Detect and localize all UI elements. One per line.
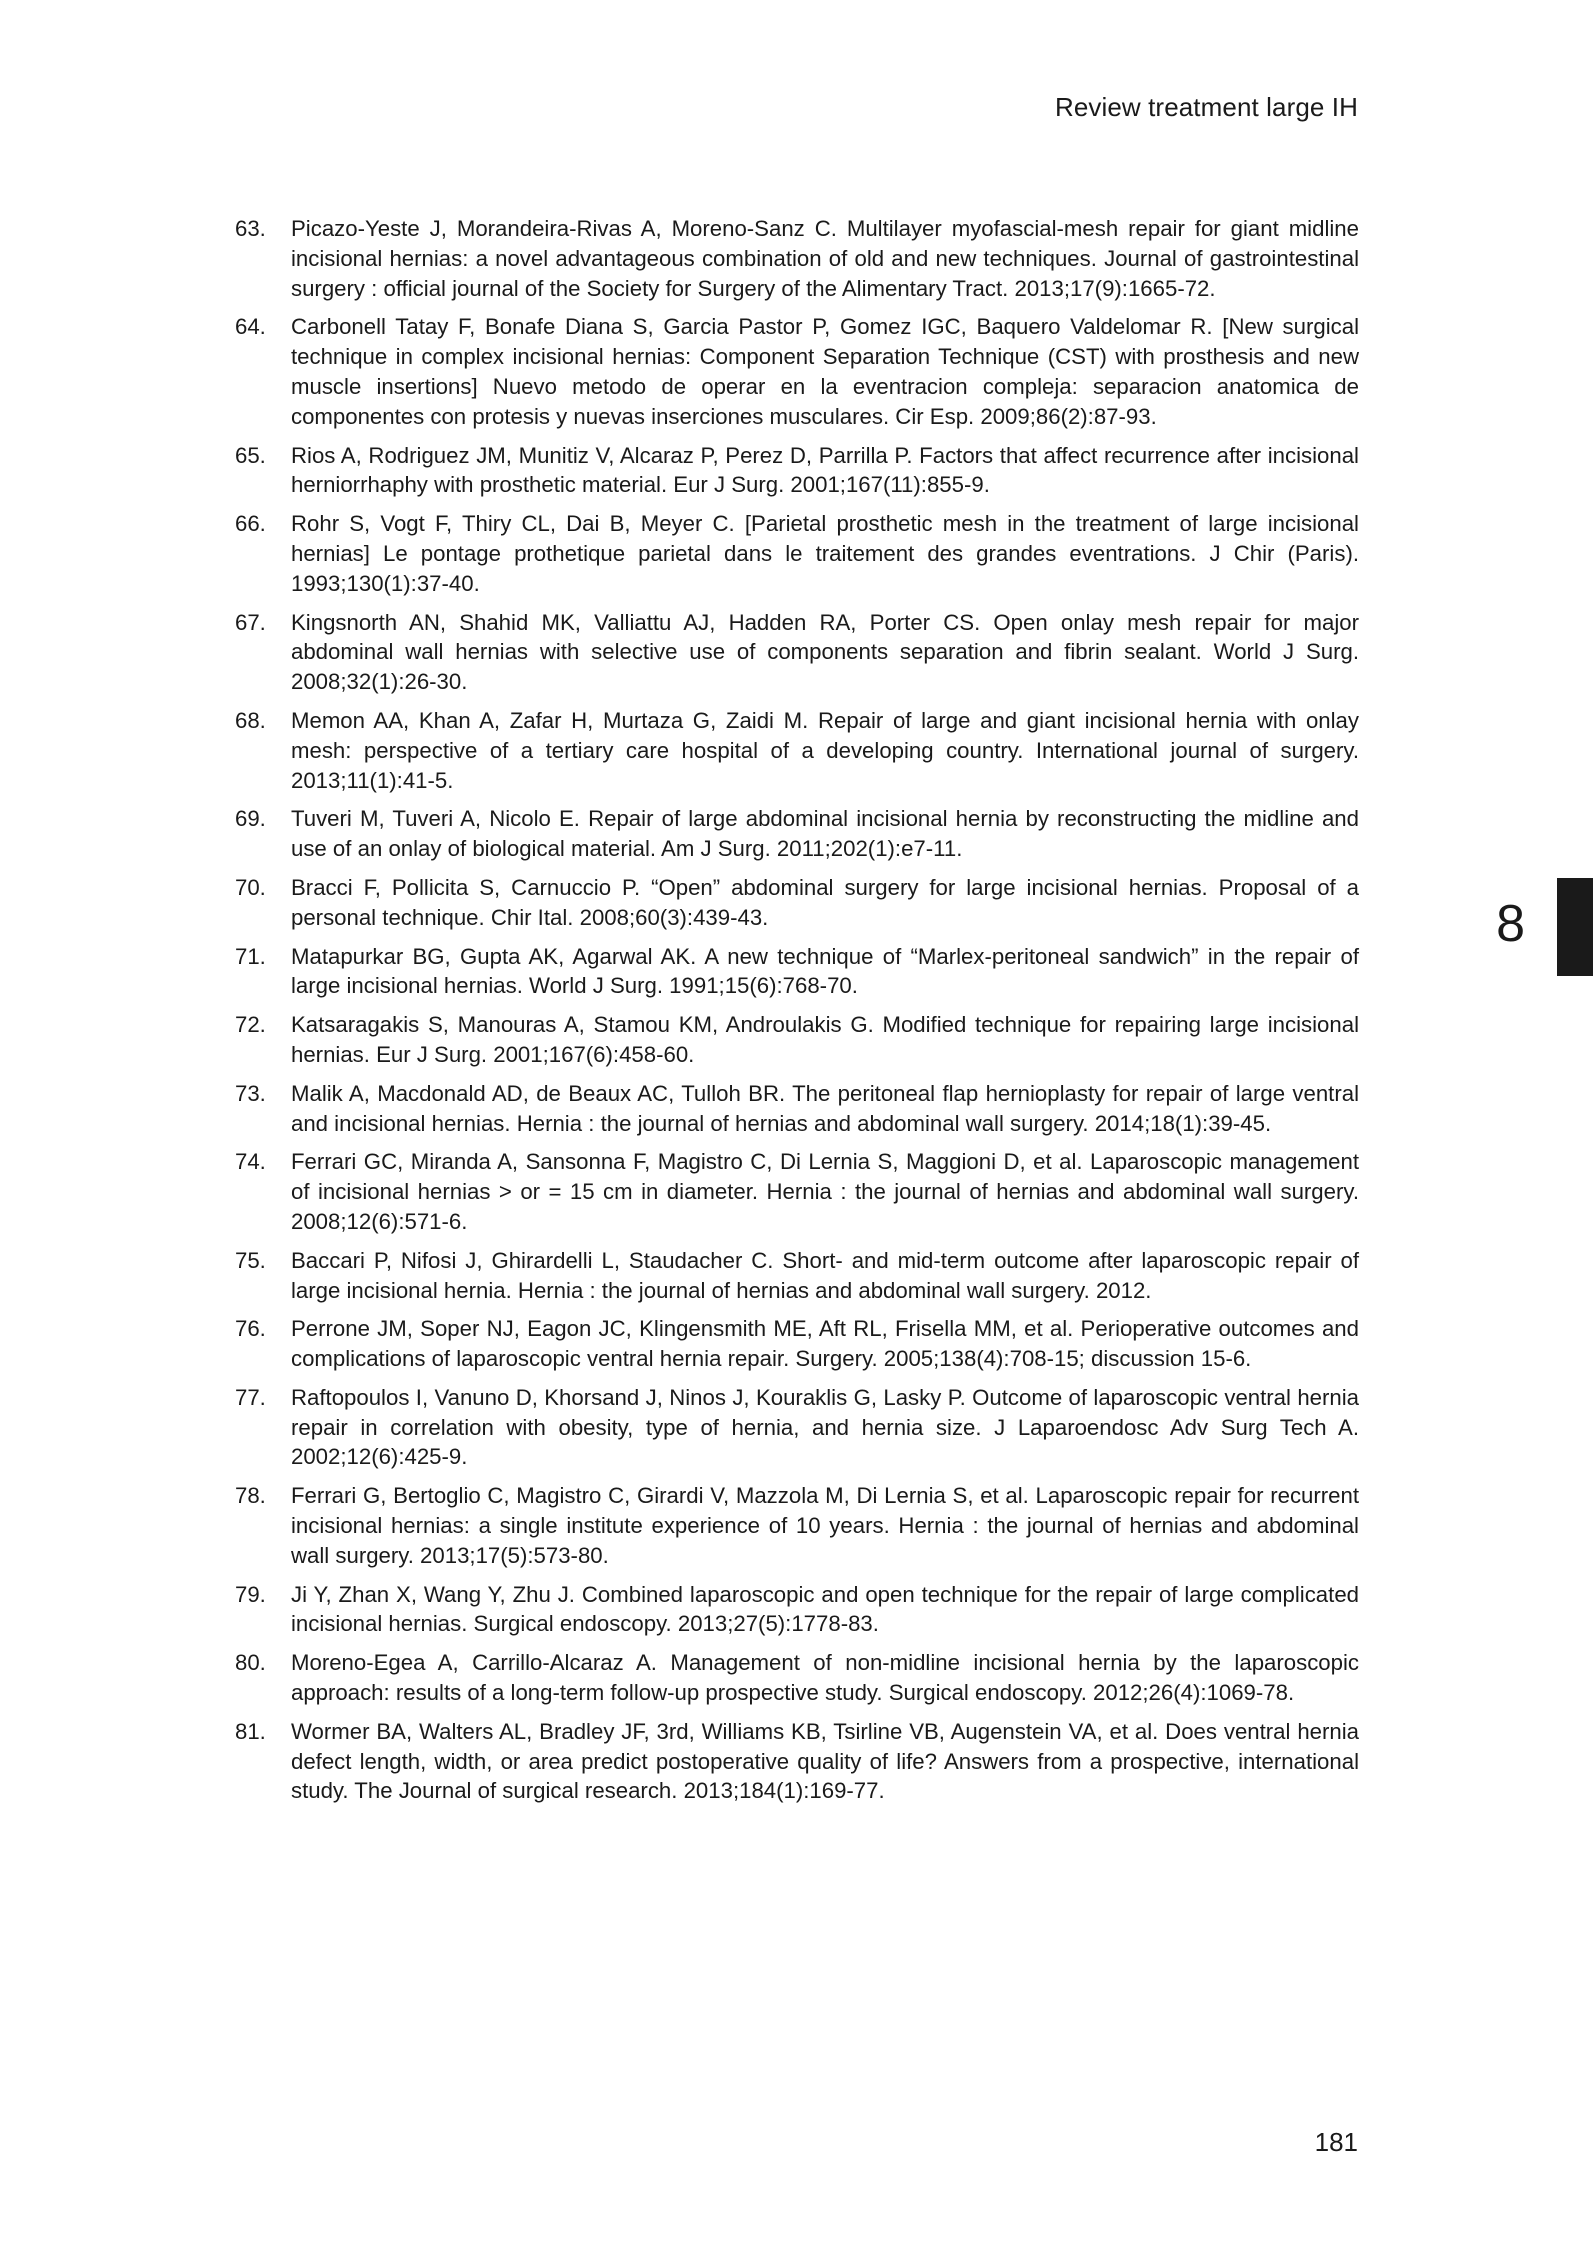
reference-number: 69. bbox=[235, 806, 266, 832]
chapter-tab-marker bbox=[1557, 878, 1593, 976]
reference-list bbox=[235, 214, 1359, 1815]
reference-number: 75. bbox=[235, 1247, 266, 1273]
reference-number: 70. bbox=[235, 874, 266, 900]
reference-item bbox=[235, 1580, 1359, 1640]
reference-item bbox=[235, 942, 1359, 1002]
reference-text: Ferrari GC, Miranda A, Sansonna F, Magistro C, Di Lernia S, Maggioni D, et al. Laparoscopic management of incisional hernias > or = 15 cm in diameter. Hernia : the journal of hernias and abdominal wall surgery. 2008;12(6):571-6. bbox=[291, 1149, 1359, 1234]
reference-number: 79. bbox=[235, 1581, 266, 1607]
running-header: Review treatment large IH bbox=[1054, 92, 1358, 122]
reference-text: Matapurkar BG, Gupta AK, Agarwal AK. A new technique of “Marlex-peritoneal sandwich” in the repair of large incisional hernias. World J Surg. 1991;15(6):768-70. bbox=[291, 943, 1359, 999]
reference-number: 72. bbox=[235, 1012, 266, 1038]
page-number: 181 bbox=[1314, 2127, 1358, 2157]
reference-number: 68. bbox=[235, 707, 266, 733]
reference-number: 73. bbox=[235, 1080, 266, 1106]
reference-text: Rohr S, Vogt F, Thiry CL, Dai B, Meyer C. [Parietal prosthetic mesh in the treatment of large incisional hernias] Le pontage prothetique parietal dans le traitement des grandes eventrations. J Chir (Paris). 1993;130(1):37-40. bbox=[291, 511, 1359, 596]
reference-number: 76. bbox=[235, 1316, 266, 1342]
reference-text: Bracci F, Pollicita S, Carnuccio P. “Open” abdominal surgery for large incisional hernias. Proposal of a personal technique. Chir Ital. 2008;60(3):439-43. bbox=[291, 874, 1359, 930]
reference-text: Tuveri M, Tuveri A, Nicolo E. Repair of large abdominal incisional hernia by reconstructing the midline and use of an onlay of biological material. Am J Surg. 2011;202(1):e7-11. bbox=[291, 806, 1359, 862]
reference-number: 81. bbox=[235, 1718, 266, 1744]
reference-item bbox=[235, 608, 1359, 697]
reference-text: Katsaragakis S, Manouras A, Stamou KM, Androulakis G. Modified technique for repairing large incisional hernias. Eur J Surg. 2001;167(6):458-60. bbox=[291, 1012, 1359, 1067]
reference-text: Kingsnorth AN, Shahid MK, Valliattu AJ, Hadden RA, Porter CS. Open onlay mesh repair for major abdominal wall hernias with selective use of components separation and fibrin sealant. World J Surg. 2008;32(1):26-30. bbox=[291, 609, 1359, 695]
reference-text: Carbonell Tatay F, Bonafe Diana S, Garcia Pastor P, Gomez IGC, Baquero Valdelomar R. [New surgical technique in complex incisional hernias: Component Separation Technique (CST) with prosthesis and new muscle insertions] Nuevo metodo de operar en la eventracion compleja: separacion anatomica de componentes con protesis y nuevas inserciones musculares. Cir Esp. 2009;86(2):87-93. bbox=[291, 314, 1359, 429]
reference-item bbox=[235, 873, 1359, 933]
reference-text: Wormer BA, Walters AL, Bradley JF, 3rd, Williams KB, Tsirline VB, Augenstein VA, et al. Does ventral hernia defect length, width, or area predict postoperative quality of life? Answers from a prospective, international study. The Journal of surgical research. 2013;184(1):169-77. bbox=[291, 1718, 1359, 1804]
chapter-number: 8 bbox=[1496, 895, 1525, 953]
reference-text: Memon AA, Khan A, Zafar H, Murtaza G, Zaidi M. Repair of large and giant incisional hernia with onlay mesh: perspective of a tertiary care hospital of a developing country. International journal of surgery. 2013;11(1):41-5. bbox=[291, 707, 1359, 793]
reference-item bbox=[235, 1010, 1359, 1070]
reference-number: 80. bbox=[235, 1650, 266, 1676]
reference-item bbox=[235, 214, 1359, 303]
reference-text: Moreno-Egea A, Carrillo-Alcaraz A. Management of non-midline incisional hernia by the laparoscopic approach: results of a long-term follow-up prospective study. Surgical endoscopy. 2012;26(4):1069-78. bbox=[291, 1650, 1359, 1706]
reference-number: 64. bbox=[235, 314, 266, 340]
reference-item bbox=[235, 706, 1359, 795]
reference-text: Ferrari G, Bertoglio C, Magistro C, Girardi V, Mazzola M, Di Lernia S, et al. Laparoscopic repair for recurrent incisional hernias: a single institute experience of 10 years. Hernia : the journal of hernias and abdominal wall surgery. 2013;17(5):573-80. bbox=[291, 1483, 1359, 1568]
reference-item bbox=[235, 1314, 1359, 1374]
reference-item bbox=[235, 1648, 1359, 1708]
reference-text: Malik A, Macdonald AD, de Beaux AC, Tulloh BR. The peritoneal flap hernioplasty for repair of large ventral and incisional hernias. Hernia : the journal of hernias and abdominal wall surgery. 2014;18(1):39-45. bbox=[291, 1080, 1359, 1136]
reference-item bbox=[235, 804, 1359, 864]
reference-text: Picazo-Yeste J, Morandeira-Rivas A, Moreno-Sanz C. Multilayer myofascial-mesh repair for giant midline incisional hernias: a novel advantageous combination of old and new techniques. Journal of gastrointestinal surgery : official journal of the Society for Surgery of the Alimentary Tract. 2013;17(9):1665-72. bbox=[291, 216, 1359, 301]
reference-number: 71. bbox=[235, 943, 266, 969]
reference-item bbox=[235, 1079, 1359, 1139]
reference-number: 66. bbox=[235, 511, 266, 537]
reference-number: 65. bbox=[235, 442, 266, 468]
reference-number: 74. bbox=[235, 1149, 266, 1175]
reference-item bbox=[235, 1717, 1359, 1806]
reference-item bbox=[235, 441, 1359, 501]
reference-text: Rios A, Rodriguez JM, Munitiz V, Alcaraz P, Perez D, Parrilla P. Factors that affect recurrence after incisional herniorrhaphy with prosthetic material. Eur J Surg. 2001;167(11):855-9. bbox=[291, 442, 1359, 498]
reference-text: Perrone JM, Soper NJ, Eagon JC, Klingensmith ME, Aft RL, Frisella MM, et al. Perioperative outcomes and complications of laparoscopic ventral hernia repair. Surgery. 2005;138(4):708-15; discussion 15-6. bbox=[291, 1316, 1359, 1372]
reference-number: 63. bbox=[235, 216, 266, 241]
reference-item bbox=[235, 1246, 1359, 1306]
reference-item bbox=[235, 1481, 1359, 1570]
reference-number: 77. bbox=[235, 1384, 266, 1410]
reference-item bbox=[235, 509, 1359, 598]
reference-text: Ji Y, Zhan X, Wang Y, Zhu J. Combined laparoscopic and open technique for the repair of large complicated incisional hernias. Surgical endoscopy. 2013;27(5):1778-83. bbox=[291, 1581, 1359, 1637]
reference-text: Baccari P, Nifosi J, Ghirardelli L, Staudacher C. Short- and mid-term outcome after laparoscopic repair of large incisional hernia. Hernia : the journal of hernias and abdominal wall surgery. 2012. bbox=[291, 1247, 1359, 1303]
reference-number: 78. bbox=[235, 1483, 266, 1509]
reference-item bbox=[235, 1147, 1359, 1236]
reference-number: 67. bbox=[235, 609, 266, 635]
reference-item bbox=[235, 312, 1359, 431]
reference-item bbox=[235, 1383, 1359, 1472]
reference-text: Raftopoulos I, Vanuno D, Khorsand J, Ninos J, Kouraklis G, Lasky P. Outcome of laparoscopic ventral hernia repair in correlation with obesity, type of hernia, and hernia size. J Laparoendosc Adv Surg Tech A. 2002;12(6):425-9. bbox=[291, 1384, 1359, 1470]
